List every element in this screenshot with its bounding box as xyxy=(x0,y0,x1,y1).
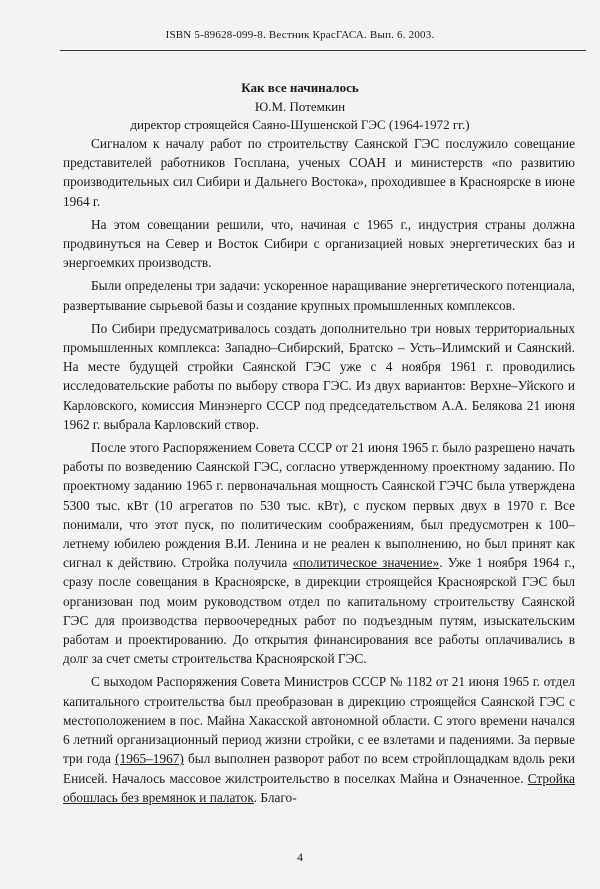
article-title: Как все начиналось xyxy=(241,80,359,95)
article-author: Ю.М. Потемкин xyxy=(254,99,346,114)
article-body xyxy=(63,134,575,811)
paragraph-6-text-c: . Благо- xyxy=(253,789,297,805)
paragraph-4: По Сибири предусматривалось создать дополнительно три новых территориальных промышленных комплекса: Западно–Сибирский, Братско – Усть–Илимский и Саянский. На месте будущей стройки Саянской ГЭС уже с 4 ноября 1961 г. проводились исследовательские работы по выбору створа ГЭС. Из двух вариантов: Верхне–Уйского и Карловского, комиссия Минэнерго СССР под председательством А.А. Белякова 21 июня 1962 г. выбрала Карловский створ. xyxy=(63,320,575,432)
political-significance-underline: «политическое значение» xyxy=(292,555,440,571)
paragraph-6 xyxy=(63,672,575,806)
no-tents-underline: Стройка обошлась без времянок и палаток xyxy=(63,770,575,805)
journal-header: ISBN 5-89628-099-8. Вестник КрасГАСА. Вып. 6. 2003. xyxy=(165,29,435,41)
paragraph-5 xyxy=(63,438,575,668)
paragraph-5-text-a: После этого Распоряжением Совета СССР от 21 июня 1965 г. было разрешено начать работы по возведению Саянской ГЭС, согласно утвержденному проектному заданию. По проектному заданию 1965 г. первоначальная мощность Саянской ГЭЧС была утверждена 5300 тыс. кВт (10 агрегатов по 530 тыс. кВт), с пуском первых двух в 1970 г. Все понимали, что этот пуск, по политическим соображениям, был предусмотрен к 100–летнему юбилею рождения В.И. Ленина и не реален к выполнению, но был принят как сигнал к действию. Стройка получила xyxy=(63,440,575,571)
years-underline: (1965–1967) xyxy=(115,751,184,767)
author-role: директор строящейся Саяно-Шушенской ГЭС (1964-1972 гг.) xyxy=(130,117,470,132)
page-number: 4 xyxy=(297,850,303,864)
paragraph-6-text-a: С выходом Распоряжения Совета Министров СССР № 1182 от 21 июня 1965 г. отдел капитального строительства был преобразован в дирекцию строящейся Саянской ГЭС с местоположением в пос. Майна Хакасской автономной области. С этого времени начался 6 летний организационный период жизни стройки, с ее взлетами и падениями. За первые три года xyxy=(63,674,575,767)
paragraph-3: Были определены три задачи: ускоренное наращивание энергетического потенциала, развертывание сырьевой базы и создание крупных промышленных комплексов. xyxy=(63,278,575,313)
paragraph-6-text-b: был выполнен разворот работ по всем стройплощадкам вдоль реки Енисей. Началось массовое жилстроительство в поселках Майна и Означенное. xyxy=(63,751,575,786)
paragraph-2: На этом совещании решили, что, начиная с 1965 г., индустрия страны должна продвинуться на Север и Восток Сибири с организацией новых энергетических баз и энергоемких производств. xyxy=(63,216,575,271)
paragraph-5-text-b: . Уже 1 ноября 1964 г., сразу после совещания в Красноярске, в дирекции строящейся Красноярской ГЭС был организован под моим руководством отдел по капитальному строительству Саянской ГЭС для производства первоочередных работ по подъездным путям, изыскательским работам и проектированию. До открытия финансирования все работы оплачивались в долг за счет сметы строительства Красноярской ГЭС. xyxy=(63,555,575,667)
header-divider xyxy=(60,50,586,51)
paragraph-1: Сигналом к началу работ по строительству Саянской ГЭС послужило совещание представителей работников Госплана, ученых СОАН и министерств «по развитию производительных сил Сибири и Дальнего Востока», проходившее в Красноярске в июне 1964 г. xyxy=(63,136,575,209)
